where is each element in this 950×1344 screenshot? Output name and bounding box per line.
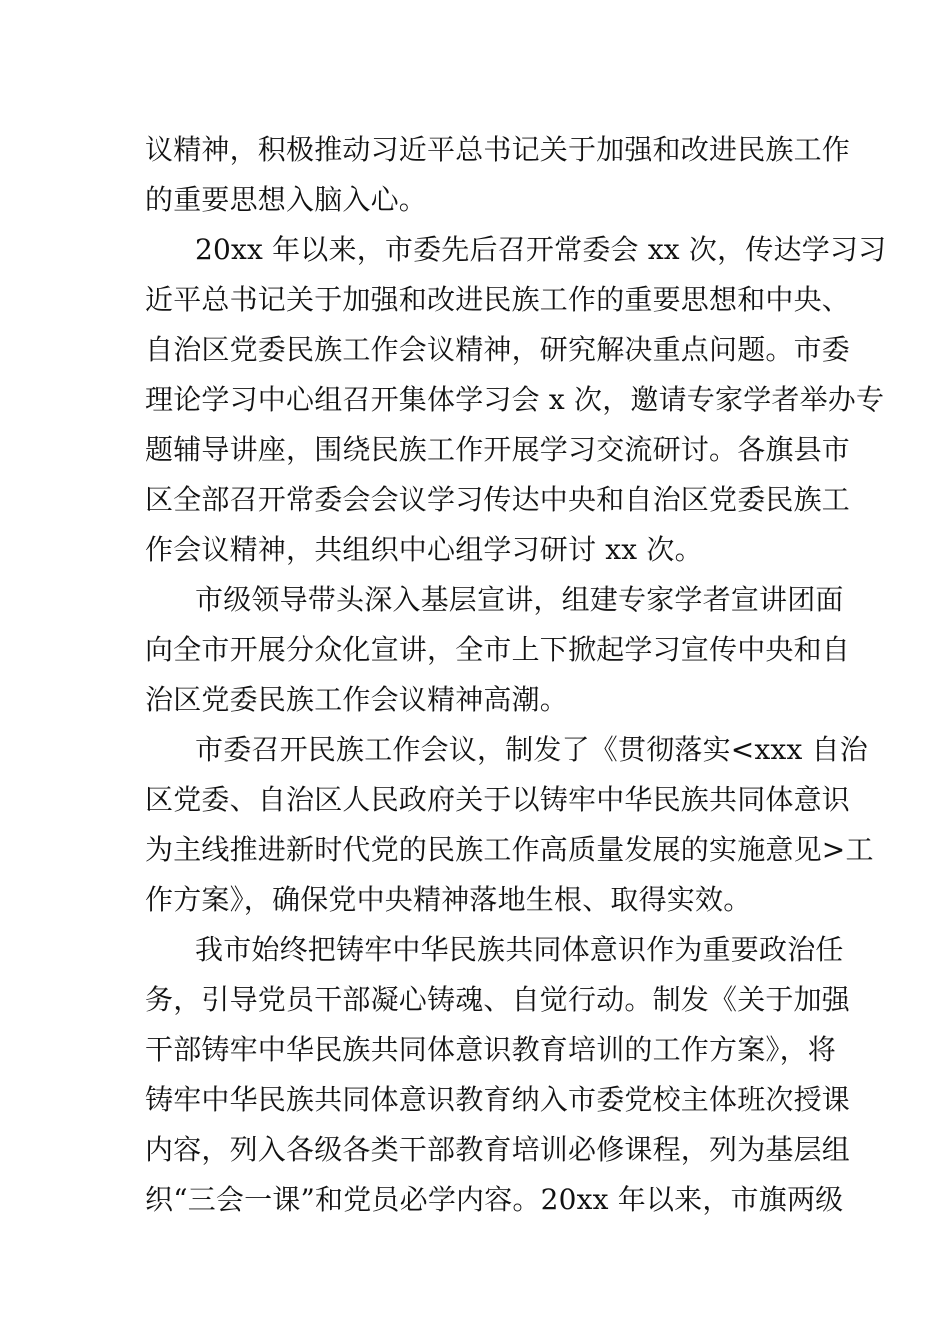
text-line: 理论学习中心组召开集体学习会 x 次，邀请专家学者举办专	[145, 383, 885, 416]
text-line: 干部铸牢中华民族共同体意识教育培训的工作方案》，将	[145, 1033, 837, 1066]
text-line: 向全市开展分众化宣讲，全市上下掀起学习宣传中央和自	[145, 633, 851, 666]
text-line: 作方案》，确保党中央精神落地生根、取得实效。	[145, 883, 752, 916]
paragraph-start-line: 我市始终把铸牢中华民族共同体意识作为重要政治任	[195, 933, 844, 966]
text-line: 治区党委民族工作会议精神高潮。	[145, 683, 569, 716]
text-line: 自治区党委民族工作会议精神，研究解决重点问题。市委	[145, 333, 851, 366]
text-line: 作会议精神，共组织中心组学习研讨 xx 次。	[145, 533, 703, 566]
text-line: 区全部召开常委会会议学习传达中央和自治区党委民族工	[145, 483, 851, 516]
text-line: 议精神，积极推动习近平总书记关于加强和改进民族工作	[145, 133, 851, 166]
text-line: 区党委、自治区人民政府关于以铸牢中华民族共同体意识	[145, 783, 851, 816]
text-line: 的重要思想入脑入心。	[145, 183, 428, 216]
text-line: 铸牢中华民族共同体意识教育纳入市委党校主体班次授课	[145, 1083, 851, 1116]
text-line: 近平总书记关于加强和改进民族工作的重要思想和中央、	[145, 283, 851, 316]
paragraph-start-line: 市级领导带头深入基层宣讲，组建专家学者宣讲团面	[195, 583, 844, 616]
paragraph-start-line: 20xx 年以来，市委先后召开常委会 xx 次，传达学习习	[195, 233, 887, 266]
text-line: 务，引导党员干部凝心铸魂、自觉行动。制发《关于加强	[145, 983, 851, 1016]
text-line: 内容，列入各级各类干部教育培训必修课程，列为基层组	[145, 1133, 851, 1166]
paragraph-start-line: 市委召开民族工作会议，制发了《贯彻落实<xxx 自治	[195, 733, 868, 766]
text-line: 题辅导讲座，围绕民族工作开展学习交流研讨。各旗县市	[145, 433, 851, 466]
text-line: 为主线推进新时代党的民族工作高质量发展的实施意见>工	[145, 833, 874, 866]
text-line: 织“三会一课”和党员必学内容。20xx 年以来，市旗两级	[145, 1183, 844, 1216]
